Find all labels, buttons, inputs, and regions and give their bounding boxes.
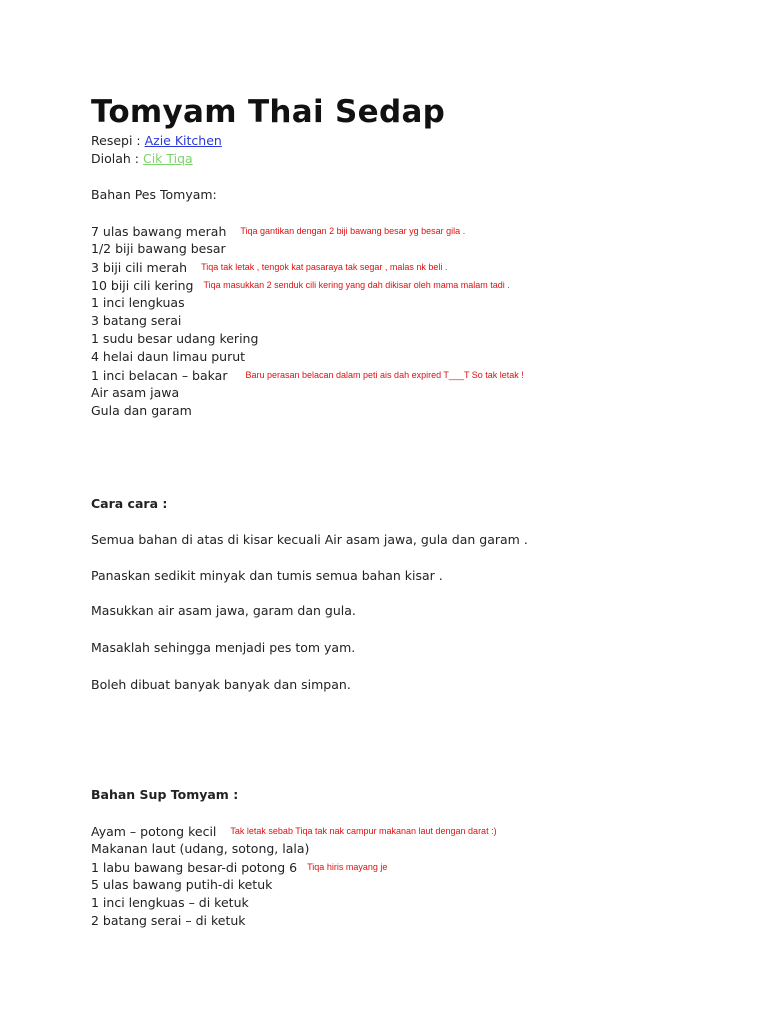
ingredient-text: Gula dan garam	[91, 403, 192, 418]
ingredient-text: 5 ulas bawang putih-di ketuk	[91, 877, 273, 892]
list-item	[91, 876, 272, 894]
ingredient-note: Baru perasan belacan dalam peti ais dah expired T___T So tak letak !	[245, 370, 524, 380]
list-item	[91, 402, 192, 420]
ingredient-note: Tiqa hiris mayang je	[307, 862, 388, 872]
page-title: Tomyam Thai Sedap	[91, 94, 446, 130]
list-item	[91, 330, 258, 348]
list-item	[91, 840, 309, 858]
step-text: Boleh dibuat banyak banyak dan simpan.	[91, 677, 351, 692]
ingredient-note: Tiqa masukkan 2 senduk cili kering yang dah dikisar oleh mama malam tadi .	[203, 280, 510, 290]
sup-heading: Bahan Sup Tomyam :	[91, 787, 239, 802]
list-item	[91, 384, 179, 402]
step-text: Panaskan sedikit minyak dan tumis semua bahan kisar .	[91, 568, 443, 583]
ingredient-note: Tiqa gantikan dengan 2 biji bawang besar yg besar gila .	[240, 226, 466, 236]
cara-heading: Cara cara :	[91, 496, 168, 511]
ingredient-text: 1 inci lengkuas – di ketuk	[91, 895, 249, 910]
ingredient-note: Tak letak sebab Tiqa tak nak campur makanan laut dengan darat :)	[230, 826, 497, 836]
list-item	[91, 312, 181, 330]
resepi-label: Resepi :	[91, 133, 145, 148]
step-text: Masukkan air asam jawa, garam dan gula.	[91, 603, 356, 618]
pes-heading: Bahan Pes Tomyam:	[91, 187, 217, 202]
step-text: Masaklah sehingga menjadi pes tom yam.	[91, 640, 356, 655]
ingredient-text: 3 batang serai	[91, 313, 182, 328]
list-item	[91, 858, 387, 876]
step-text: Semua bahan di atas di kisar kecuali Air asam jawa, gula dan garam .	[91, 532, 528, 547]
ingredient-text: 1/2 biji bawang besar	[91, 241, 226, 256]
list-item	[91, 348, 245, 366]
list-item	[91, 912, 246, 930]
ingredient-text: 2 batang serai – di ketuk	[91, 913, 246, 928]
ingredient-text: 1 inci lengkuas	[91, 295, 185, 310]
list-item	[91, 240, 226, 258]
resepi-link[interactable]: Azie Kitchen	[144, 133, 222, 148]
ingredient-text: Air asam jawa	[91, 385, 180, 400]
diolah-credit	[91, 150, 193, 168]
list-item	[91, 258, 447, 276]
list-item	[91, 294, 185, 312]
ingredient-text: 1 inci belacan – bakar	[91, 368, 228, 383]
ingredient-text: 4 helai daun limau purut	[91, 349, 246, 364]
list-item	[91, 894, 249, 912]
resepi-credit	[91, 132, 222, 150]
diolah-link[interactable]: Cik Tiqa	[142, 151, 193, 166]
list-item	[91, 276, 510, 294]
ingredient-text: 1 labu bawang besar-di potong 6	[91, 860, 298, 875]
recipe-page	[91, 0, 751, 1024]
diolah-label: Diolah :	[91, 151, 143, 166]
ingredient-text: 1 sudu besar udang kering	[91, 331, 259, 346]
ingredient-text: Makanan laut (udang, sotong, lala)	[91, 841, 310, 856]
ingredient-note: Tiqa tak letak , tengok kat pasaraya tak segar , malas nk beli .	[201, 262, 448, 272]
ingredient-text: Ayam – potong kecil	[91, 824, 217, 839]
list-item	[91, 222, 465, 240]
list-item	[91, 822, 497, 840]
list-item	[91, 366, 524, 384]
ingredient-text: 10 biji cili kering	[91, 278, 194, 293]
ingredient-text: 3 biji cili merah	[91, 260, 188, 275]
ingredient-text: 7 ulas bawang merah	[91, 224, 227, 239]
